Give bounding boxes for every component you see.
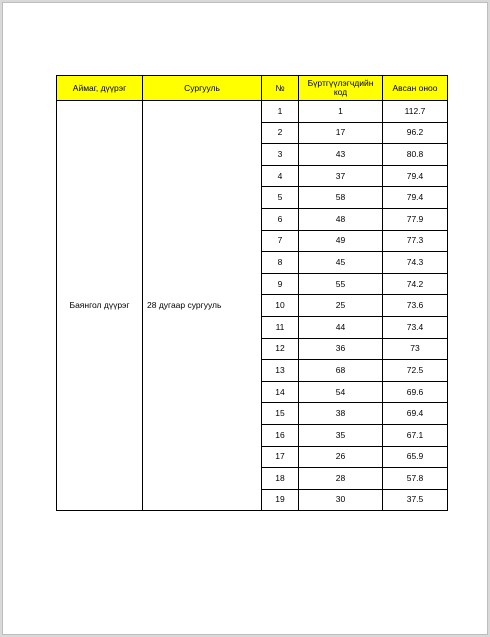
code-cell: 54 xyxy=(299,381,383,403)
code-cell: 44 xyxy=(299,316,383,338)
district-cell: Баянгол дүүрэг xyxy=(57,101,143,511)
number-cell: 15 xyxy=(262,403,299,425)
code-cell: 43 xyxy=(299,144,383,166)
number-cell: 10 xyxy=(262,295,299,317)
code-cell: 36 xyxy=(299,338,383,360)
header-registration-code: Бүртгүүлэгчдийн код xyxy=(299,76,383,101)
score-cell: 79.4 xyxy=(383,165,448,187)
code-cell: 17 xyxy=(299,122,383,144)
header-school: Сургууль xyxy=(143,76,262,101)
number-cell: 7 xyxy=(262,230,299,252)
score-cell: 80.8 xyxy=(383,144,448,166)
code-cell: 58 xyxy=(299,187,383,209)
number-cell: 11 xyxy=(262,316,299,338)
number-cell: 9 xyxy=(262,273,299,295)
number-cell: 3 xyxy=(262,144,299,166)
number-cell: 5 xyxy=(262,187,299,209)
score-cell: 74.2 xyxy=(383,273,448,295)
code-cell: 45 xyxy=(299,252,383,274)
number-cell: 4 xyxy=(262,165,299,187)
score-cell: 65.9 xyxy=(383,446,448,468)
number-cell: 19 xyxy=(262,489,299,511)
number-cell: 17 xyxy=(262,446,299,468)
table-header-row xyxy=(57,76,448,101)
code-cell: 30 xyxy=(299,489,383,511)
code-cell: 28 xyxy=(299,468,383,490)
score-cell: 112.7 xyxy=(383,101,448,123)
school-cell: 28 дугаар сургууль xyxy=(143,101,262,511)
score-cell: 57.8 xyxy=(383,468,448,490)
score-cell: 73 xyxy=(383,338,448,360)
number-cell: 13 xyxy=(262,360,299,382)
code-cell: 68 xyxy=(299,360,383,382)
number-cell: 6 xyxy=(262,208,299,230)
score-cell: 37.5 xyxy=(383,489,448,511)
score-cell: 69.4 xyxy=(383,403,448,425)
score-cell: 77.9 xyxy=(383,208,448,230)
score-cell: 69.6 xyxy=(383,381,448,403)
table-row xyxy=(57,101,448,123)
score-cell: 77.3 xyxy=(383,230,448,252)
code-cell: 37 xyxy=(299,165,383,187)
code-cell: 38 xyxy=(299,403,383,425)
score-cell: 79.4 xyxy=(383,187,448,209)
code-cell: 48 xyxy=(299,208,383,230)
code-cell: 55 xyxy=(299,273,383,295)
score-cell: 67.1 xyxy=(383,424,448,446)
code-cell: 49 xyxy=(299,230,383,252)
header-number: № xyxy=(262,76,299,101)
document-page xyxy=(2,2,488,635)
number-cell: 14 xyxy=(262,381,299,403)
score-cell: 74.3 xyxy=(383,252,448,274)
number-cell: 12 xyxy=(262,338,299,360)
number-cell: 2 xyxy=(262,122,299,144)
code-cell: 35 xyxy=(299,424,383,446)
score-cell: 73.6 xyxy=(383,295,448,317)
score-cell: 73.4 xyxy=(383,316,448,338)
number-cell: 1 xyxy=(262,101,299,123)
number-cell: 16 xyxy=(262,424,299,446)
results-table xyxy=(56,75,448,511)
code-cell: 26 xyxy=(299,446,383,468)
code-cell: 25 xyxy=(299,295,383,317)
score-cell: 96.2 xyxy=(383,122,448,144)
score-cell: 72.5 xyxy=(383,360,448,382)
number-cell: 18 xyxy=(262,468,299,490)
number-cell: 8 xyxy=(262,252,299,274)
code-cell: 1 xyxy=(299,101,383,123)
header-district: Аймаг, дүүрэг xyxy=(57,76,143,101)
header-score: Авсан оноо xyxy=(383,76,448,101)
